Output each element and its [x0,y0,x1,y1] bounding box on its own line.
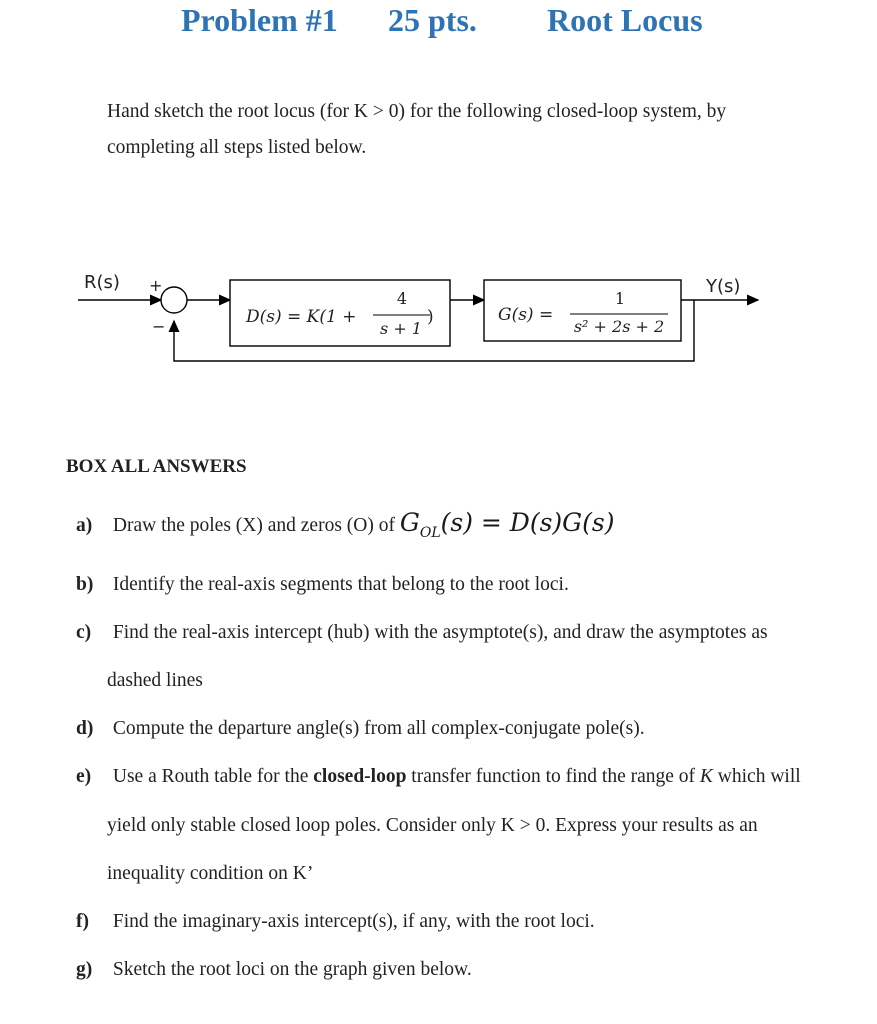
formula-rest: (s) = D(s)G(s) [440,508,615,537]
item-a-label: a) [76,515,93,536]
controller-lhs: D(s) = K(1 + [246,307,357,327]
item-e-continuation-1: yield only stable closed loop poles. Consider only K > 0. Express your results as an [107,815,758,836]
item-e-k: K [699,766,713,787]
item-e-label: e) [76,766,92,787]
item-a-text: Draw the poles (X) and zeros (O) of [112,515,395,536]
item-f [76,911,595,933]
output-label: Y(s) [706,276,741,297]
controller-denominator: s + 1 [380,319,422,338]
item-d-label: d) [76,718,94,739]
topic-title: Root Locus [547,2,703,38]
item-f-text: Find the imaginary-axis intercept(s), if any, with the root loci. [112,911,595,932]
plus-sign: + [149,276,163,295]
intro-paragraph: Hand sketch the root locus (for K > 0) for the following closed-loop system, by completing all steps listed below. [107,101,727,158]
item-c-label: c) [76,622,92,643]
box-all-answers: BOX ALL ANSWERS [66,456,247,477]
summing-junction [161,287,187,313]
item-e-continuation-2: inequality condition on K’ [107,863,314,884]
open-loop-formula [399,508,615,541]
item-e [76,766,801,788]
item-g [76,959,472,981]
item-d-text: Compute the departure angle(s) from all complex-conjugate pole(s). [112,718,645,739]
controller-numerator: 4 [396,289,408,308]
item-g-label: g) [76,959,93,980]
plant-numerator: 1 [614,289,626,308]
block-diagram [70,262,790,372]
input-label: R(s) [84,272,120,293]
item-a [76,508,615,541]
item-e-closed-loop: closed-loop [313,766,407,787]
item-e-text-post: transfer function to find the range of [406,766,700,787]
item-b-label: b) [76,574,94,595]
formula-g: G [399,508,420,537]
item-e-text-end: which will [712,766,801,787]
plant-denominator: s² + 2s + 2 [573,317,665,336]
item-c-text: Find the real-axis intercept (hub) with the asymptote(s), and draw the asymptotes as [112,622,768,643]
minus-sign: − [152,317,166,336]
controller-close-paren: ) [427,307,434,327]
item-b [76,574,569,596]
item-c [76,622,768,644]
problem-number: Problem #1 [181,2,338,38]
item-b-text: Identify the real-axis segments that belong to the root loci. [112,574,569,595]
item-g-text: Sketch the root loci on the graph given below. [112,959,472,980]
points-value: 25 pts. [388,2,477,38]
item-d [76,718,645,740]
item-c-continuation: dashed lines [107,670,203,691]
formula-subscript: OL [419,525,441,541]
problem-title [0,0,877,44]
plant-lhs: G(s) = [498,305,554,325]
item-e-text-pre: Use a Routh table for the [112,766,314,787]
item-f-label: f) [76,911,89,932]
